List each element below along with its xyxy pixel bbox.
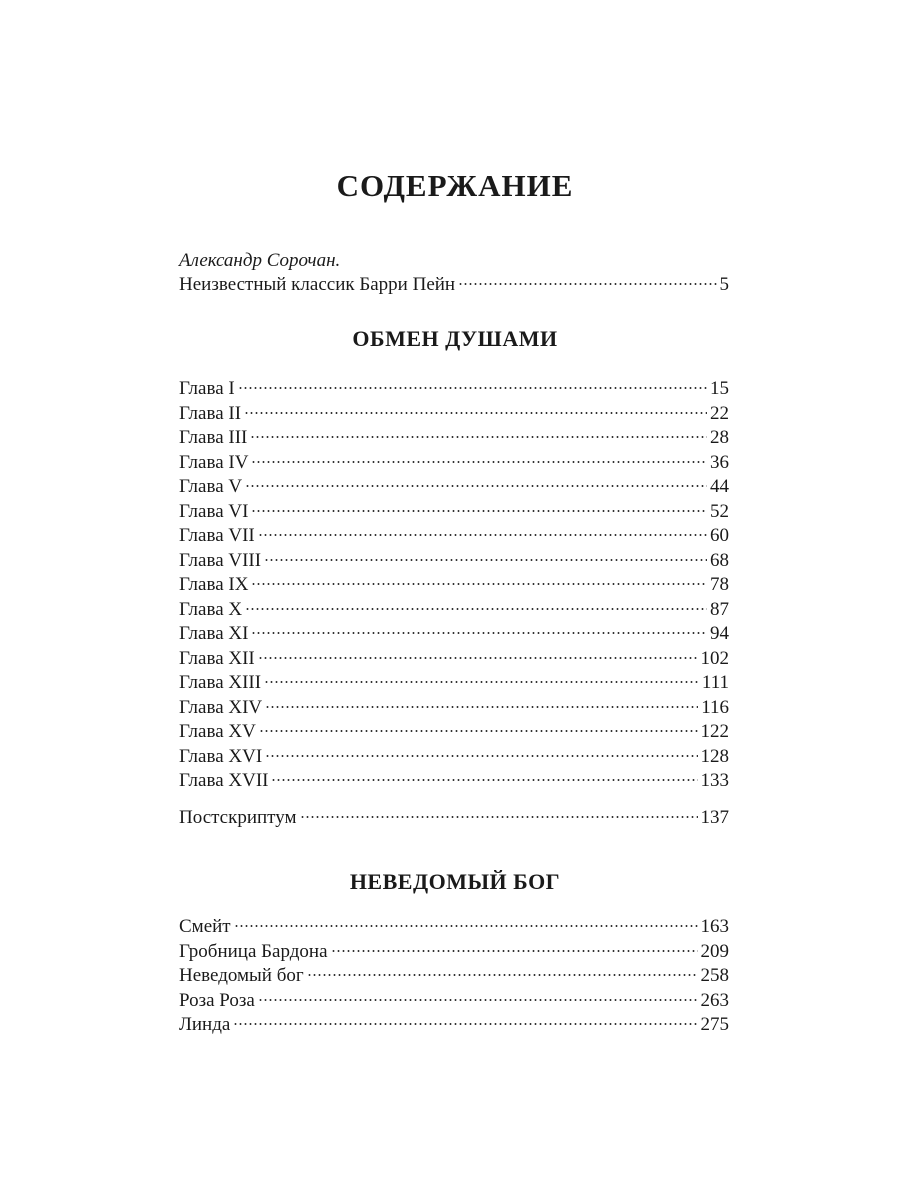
toc-entry-label: Смейт — [179, 916, 231, 937]
toc-row[interactable] — [179, 524, 729, 549]
section-title: ОБМЕН ДУШАМИ — [352, 326, 558, 351]
toc-row[interactable] — [179, 426, 729, 451]
toc-row[interactable] — [179, 549, 729, 574]
toc-row[interactable] — [179, 720, 729, 745]
toc-row[interactable] — [179, 915, 729, 940]
dot-leader — [271, 779, 697, 781]
dot-leader — [238, 387, 707, 389]
toc-row[interactable] — [179, 402, 729, 427]
dot-leader — [250, 436, 707, 438]
toc-page-number: 15 — [710, 378, 729, 399]
toc-row[interactable] — [179, 964, 729, 989]
toc-entry-label: Неведомый бог — [179, 965, 304, 986]
toc-page-number: 102 — [700, 647, 729, 669]
toc-row[interactable] — [179, 745, 729, 770]
dot-leader — [265, 755, 697, 757]
toc-page-number: 128 — [700, 745, 729, 767]
toc-page-number: 22 — [710, 402, 729, 424]
toc-entry-label: Неизвестный классик Барри Пейн — [179, 274, 456, 295]
toc-row[interactable] — [179, 806, 729, 831]
intro-entry — [179, 249, 729, 298]
dot-leader — [245, 608, 707, 610]
toc-row[interactable] — [179, 940, 729, 965]
toc-entry-label: Постскриптум — [179, 807, 297, 828]
toc-entry-label: Глава IX — [179, 574, 249, 595]
toc-entry-label: Глава XIV — [179, 696, 263, 718]
toc-entry-label: Роза Роза — [179, 989, 255, 1011]
toc-page-number: 163 — [700, 916, 729, 937]
toc-row[interactable] — [179, 622, 729, 647]
toc-row[interactable] — [179, 769, 729, 794]
toc-page-number: 87 — [710, 598, 729, 620]
dot-leader — [265, 706, 698, 708]
toc-entry-label: Глава III — [179, 427, 248, 448]
toc-page-number: 44 — [710, 476, 729, 497]
dot-leader — [307, 974, 698, 976]
toc-entry-label: Глава XVI — [179, 745, 263, 767]
toc-page-number: 111 — [701, 672, 729, 693]
intro-author: Александр Сорочан. — [179, 250, 341, 271]
dot-leader — [233, 1023, 697, 1025]
toc-page-number: 116 — [701, 696, 729, 718]
toc-entry-label: Глава I — [179, 378, 235, 399]
toc-entry-label: Глава XI — [179, 623, 249, 644]
toc-row[interactable] — [179, 671, 729, 696]
toc-page-number: 137 — [700, 807, 729, 828]
toc-page-number: 133 — [700, 770, 729, 791]
dot-leader — [264, 559, 707, 561]
toc-entry-label: Глава X — [179, 598, 243, 620]
toc-page-number: 122 — [700, 721, 729, 742]
toc-row[interactable] — [179, 598, 729, 623]
toc-entry-label: Глава VI — [179, 500, 249, 522]
dot-leader — [331, 950, 698, 952]
toc-row[interactable] — [179, 377, 729, 402]
toc-entry-label: Гробница Бардона — [179, 940, 328, 962]
dot-leader — [234, 925, 698, 927]
dot-leader — [458, 283, 716, 285]
toc-page-number: 94 — [710, 623, 729, 644]
dot-leader — [251, 510, 707, 512]
toc-page-number: 68 — [710, 549, 729, 571]
toc-page-number: 258 — [700, 965, 729, 986]
toc-page-number: 52 — [710, 500, 729, 522]
toc-entry-label: Глава IV — [179, 451, 249, 473]
toc-entry-label: Глава XIII — [179, 672, 262, 693]
dot-leader — [245, 485, 707, 487]
toc-entry-label: Глава XVII — [179, 770, 269, 791]
toc-page-number: 5 — [719, 274, 729, 295]
toc-page-number: 28 — [710, 427, 729, 448]
toc-entry-label: Линда — [179, 1014, 231, 1035]
section-1-list — [179, 377, 729, 794]
toc-row[interactable] — [179, 475, 729, 500]
toc-row[interactable] — [179, 573, 729, 598]
toc-entry-label: Глава XII — [179, 647, 255, 669]
toc-row[interactable] — [179, 273, 729, 298]
dot-leader — [300, 816, 698, 818]
dot-leader — [244, 412, 707, 414]
toc-page-number: 275 — [700, 1014, 729, 1035]
toc-row[interactable] — [179, 696, 729, 721]
toc-entry-label: Глава VIII — [179, 549, 262, 571]
dot-leader — [258, 534, 707, 536]
toc-page-number: 263 — [700, 989, 729, 1011]
toc-entry-label: Глава XV — [179, 721, 256, 742]
toc-row[interactable] — [179, 451, 729, 476]
page-title: СОДЕРЖАНИЕ — [336, 168, 574, 203]
toc-page-number: 209 — [700, 940, 729, 962]
dot-leader — [251, 583, 707, 585]
toc-page-number: 36 — [710, 451, 729, 473]
dot-leader — [259, 730, 698, 732]
toc-row[interactable] — [179, 989, 729, 1014]
toc-row[interactable] — [179, 500, 729, 525]
section-2-list — [179, 915, 729, 1038]
toc-entry-label: Глава II — [179, 402, 242, 424]
toc-row[interactable] — [179, 1013, 729, 1038]
dot-leader — [258, 999, 698, 1001]
toc-entry-label: Глава V — [179, 476, 243, 497]
toc-row[interactable] — [179, 647, 729, 672]
dot-leader — [258, 657, 698, 659]
toc-page-number: 60 — [710, 525, 729, 546]
dot-leader — [264, 681, 699, 683]
section-title: НЕВЕДОМЫЙ БОГ — [349, 869, 561, 894]
dot-leader — [251, 632, 707, 634]
toc-entry-label: Глава VII — [179, 525, 255, 546]
toc-page-number: 78 — [710, 574, 729, 595]
postscript-list — [179, 806, 729, 831]
dot-leader — [251, 461, 707, 463]
